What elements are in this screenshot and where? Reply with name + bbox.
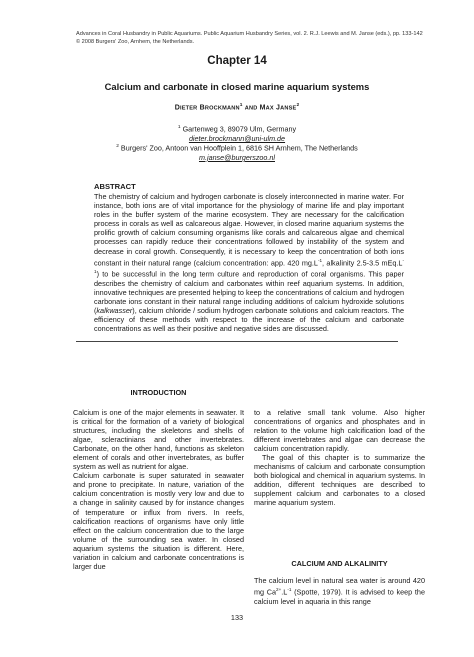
calcium-text-2: .L xyxy=(281,587,288,597)
paper-title: Calcium and carbonate in closed marine aquarium systems xyxy=(104,81,370,92)
journal-header xyxy=(76,31,423,46)
author-1-last-rest: ROCKMANN xyxy=(204,105,240,112)
calcium-alkalinity-heading: CALCIUM AND ALKALINITY xyxy=(291,559,388,568)
affiliation-1-email-link[interactable]: dieter.brockmann@uni-ulm.de xyxy=(188,133,286,143)
author-line xyxy=(0,103,474,111)
calcium-sup-1: 2+ xyxy=(276,587,282,593)
abstract-sup-2: -1 xyxy=(94,257,404,275)
affiliation-2 xyxy=(0,142,474,163)
calcium-text-3: (Spotte, 1979). It is advised to keep the calcium level in aquaria in this range xyxy=(254,587,425,606)
affiliation-1 xyxy=(0,123,474,144)
affiliation-1-mark: 1 xyxy=(177,125,181,130)
author-2-last-rest: ANSE xyxy=(280,105,297,112)
affiliation-1-address: Gartenweg 3, 89079 Ulm, Germany xyxy=(182,124,297,134)
affiliation-2-mark: 2 xyxy=(116,144,119,149)
author-1-first-initial: D xyxy=(174,104,180,112)
author-2-affiliation-mark: 2 xyxy=(296,103,300,108)
calcium-alkalinity-body xyxy=(254,576,425,606)
author-1-last-initial: B xyxy=(199,104,205,112)
abstract-text-1: The chemistry of calcium and hydrogen carbonate is closely interconnected in marine water. For instance, both ions are of vital importance for the physiology of marine life and play important roles in the buffer system of the marine ecosystem. They are necessary for the calcification process in corals as well as calcareous algae. However, in closed marine aquarium systems the prolific growth of calcium consuming organisms like corals and calcareous algae and chemical processes can rapidly reduce their concentrations followed by instability of the system and decrease in coral growth. Consequently, it is necessary to keep the concentration of both ions constant in their natural range (calcium concentration: app. 420 mg.L xyxy=(94,192,404,268)
abstract-body xyxy=(94,192,404,333)
intro-paragraph-4: The goal of this chapter is to summarize the mechanisms of calcium and carbonate consumption both biological and chemical in aquarium systems. In addition, different techniques are described to supplement calcium and carbonates to a closed marine aquarium system. xyxy=(254,453,425,508)
abstract-heading: ABSTRACT xyxy=(94,182,136,191)
abstract-text-3: ) to be successful in the long term culture and reproduction of coral organisms. This paper describes the chemistry of calcium and carbonates within reef aquarium systems. In addition, innovative techniques are presented helping to keep the concentrations of calcium and hydrogen carbonate ions constant in their natural range including additions of calcium hydroxide solutions ( xyxy=(94,269,404,315)
author-conjunction: AND xyxy=(244,105,258,112)
intro-paragraph-2: Calcium carbonate is super saturated in seawater and prone to precipitate. In nature, variation of the calcium concentration is mostly very low and due to a change in salinity caused by for instance changes of temperature or influx from rivers. In reefs, calcification reactions of organisms have only little effect on the calcium concentration due to the large volume of the surrounding sea water. In closed aquarium systems the situation is different. Here, variation in calcium and carbonate concentrations is larger due xyxy=(73,471,244,571)
right-column xyxy=(254,408,425,508)
intro-paragraph-3: to a relative small tank volume. Also higher concentrations of organics and phosphates and in relation to the volume high calcification load of the different invertebrates and algae can decrease the calcium concentration rapidly. xyxy=(254,408,425,454)
intro-paragraph-1: Calcium is one of the major elements in seawater. It is critical for the formation of a variety of biological structures, including the skeletons and shells of algae, scleractinians and other invertebrates. Carbonate, on the other hand, functions as skeleton element of corals and other invertebrates, as buffer system as well as nutrient for algae. xyxy=(73,408,244,472)
abstract-sup-1: -1 xyxy=(317,257,323,263)
author-2-first-initial: M xyxy=(259,104,266,112)
author-1-affiliation-mark: 1 xyxy=(239,103,243,108)
affiliation-2-email-link[interactable]: m.janse@burgerszoo.nl xyxy=(198,152,275,162)
calcium-text-1: The calcium level in natural sea water is around 420 mg Ca xyxy=(254,576,425,597)
section-divider xyxy=(76,341,398,342)
affiliation-2-address: Burgers' Zoo, Antoon van Hooffplein 1, 6816 SH Arnhem, The Netherlands xyxy=(120,143,358,153)
introduction-heading: INTRODUCTION xyxy=(130,388,187,397)
abstract-italic-term: kalkwasser xyxy=(96,305,133,315)
abstract-text-4: ), calcium chloride / sodium hydrogen carbonate solutions and calcium reactors. The efficiency of these methods with respect to the increase of the calcium and carbonate concentrations as well as their positive and negative sides are discussed. xyxy=(94,305,404,334)
author-1-first-rest: IETER xyxy=(179,105,198,112)
author-2-first-rest: AX xyxy=(265,105,274,112)
author-2-last-initial: J xyxy=(276,104,281,112)
chapter-label: Chapter 14 xyxy=(207,55,267,67)
page-number: 133 xyxy=(230,613,244,622)
header-citation: Advances in Coral Husbandry in Public Aquariums. Public Aquarium Husbandry Series, vol. 2. R.J. Leewis and M. Janse (eds.), pp. 133-142 xyxy=(76,31,423,37)
abstract-text-2: , alkalinity 2.5-3.5 mEq.L xyxy=(322,258,403,268)
calcium-sup-2: -1 xyxy=(287,587,292,593)
header-copyright: © 2008 Burgers' Zoo, Arnhem, the Netherlands. xyxy=(76,38,195,45)
left-column xyxy=(73,408,244,571)
